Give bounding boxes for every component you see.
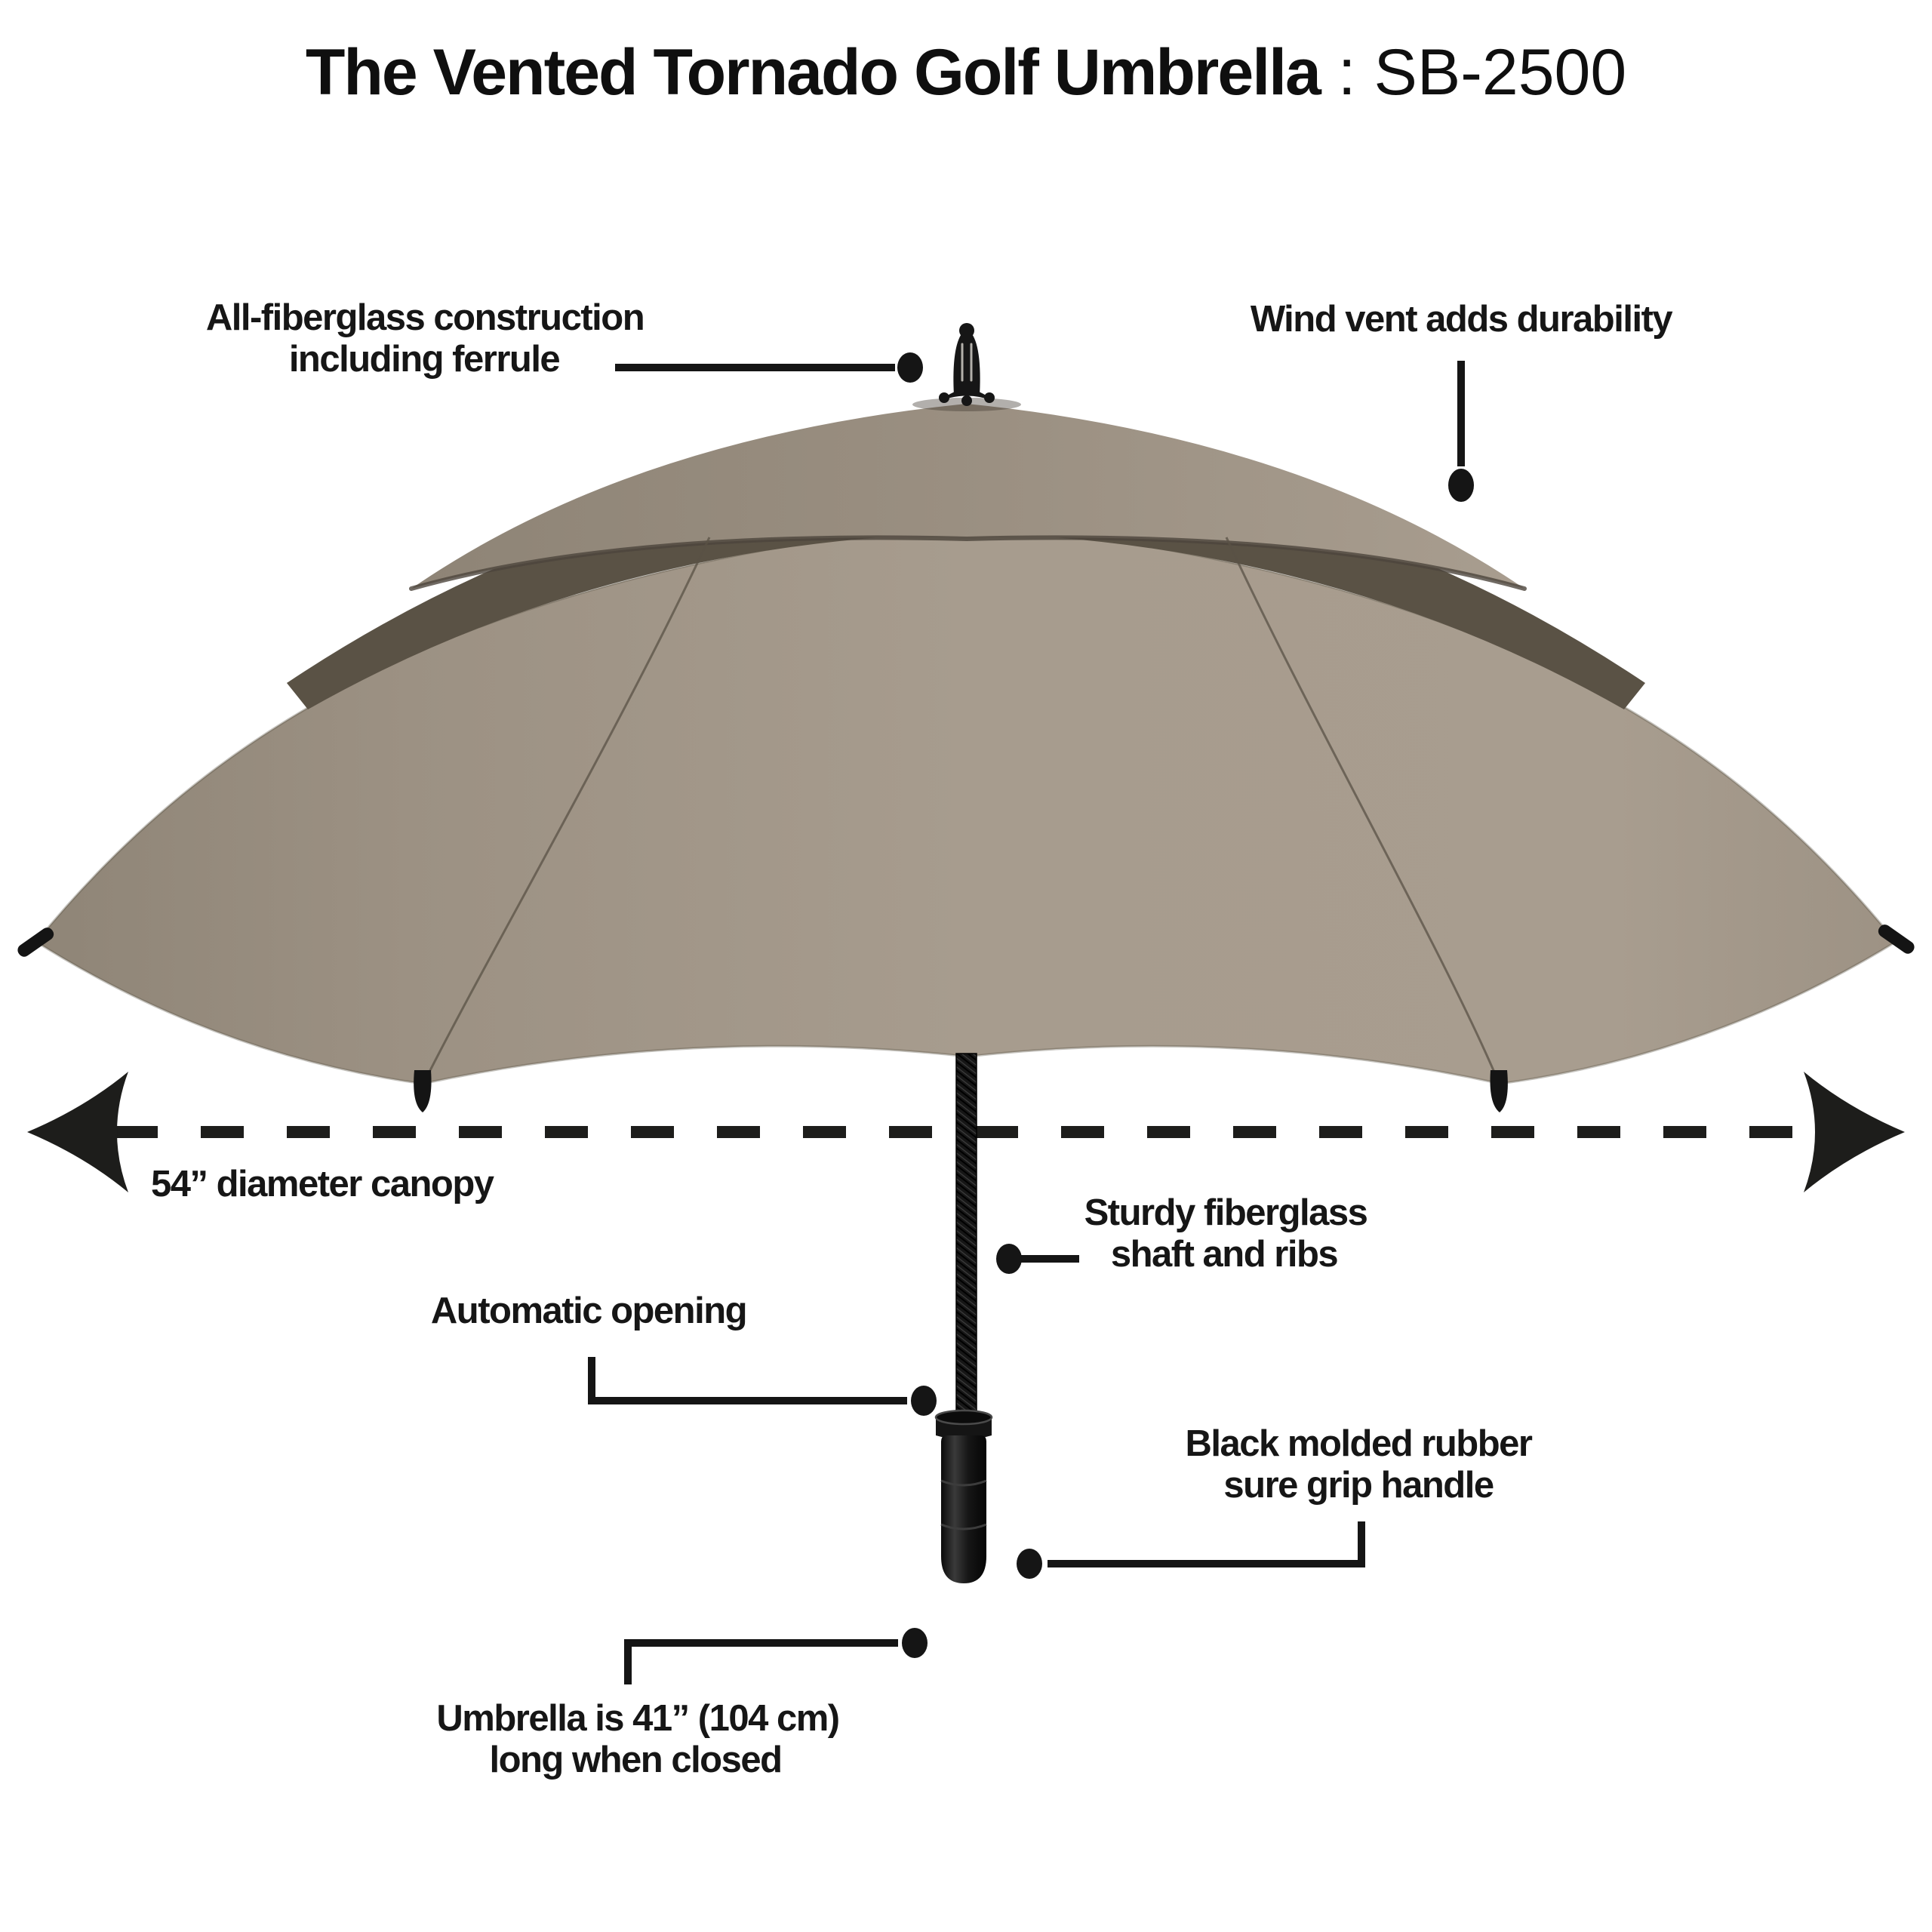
connector-dot [911, 1386, 937, 1416]
label-ferrule-line1: All-fiberglass construction [205, 297, 645, 338]
umbrella-handle [936, 1411, 992, 1583]
connector-dot [897, 352, 923, 383]
arrowhead-left-icon [27, 1072, 128, 1192]
page-title [306, 33, 1626, 112]
label-shaft-line1: Sturdy fiberglass [1084, 1192, 1367, 1233]
label-handle-line2: sure grip handle [1223, 1465, 1494, 1506]
label-handle-line1: Black molded rubber [1185, 1423, 1532, 1464]
connector-dot [996, 1244, 1022, 1274]
label-canopy-diameter: 54” diameter canopy [151, 1164, 494, 1204]
connector-dot [1017, 1549, 1042, 1579]
connector-closed-length [628, 1628, 928, 1684]
connector-wind-vent [1448, 361, 1474, 502]
connector-automatic-opening [592, 1357, 937, 1416]
connector-handle [1017, 1521, 1361, 1579]
connector-ferrule [615, 352, 923, 383]
label-ferrule-line2: including ferrule [288, 339, 560, 380]
connector-dot [902, 1628, 928, 1658]
label-automatic-opening: Automatic opening [430, 1291, 747, 1331]
umbrella-ferrule [912, 323, 1021, 411]
label-shaft-line2: shaft and ribs [1110, 1234, 1338, 1275]
arrowhead-right-icon [1804, 1072, 1905, 1192]
label-closed-length-line1: Umbrella is 41” (104 cm) [436, 1698, 839, 1739]
umbrella-shaft [956, 1054, 977, 1420]
umbrella-main-canopy [36, 521, 1896, 1084]
title-product-name: The Vented Tornado Golf Umbrella [305, 36, 1320, 109]
title-separator: : [1319, 36, 1374, 109]
connector-dot [1448, 469, 1474, 502]
connector-shaft [996, 1244, 1079, 1274]
title-model-number: SB-2500 [1374, 36, 1627, 109]
label-wind-vent: Wind vent adds durability [1250, 299, 1672, 340]
label-closed-length-line2: long when closed [489, 1740, 782, 1780]
